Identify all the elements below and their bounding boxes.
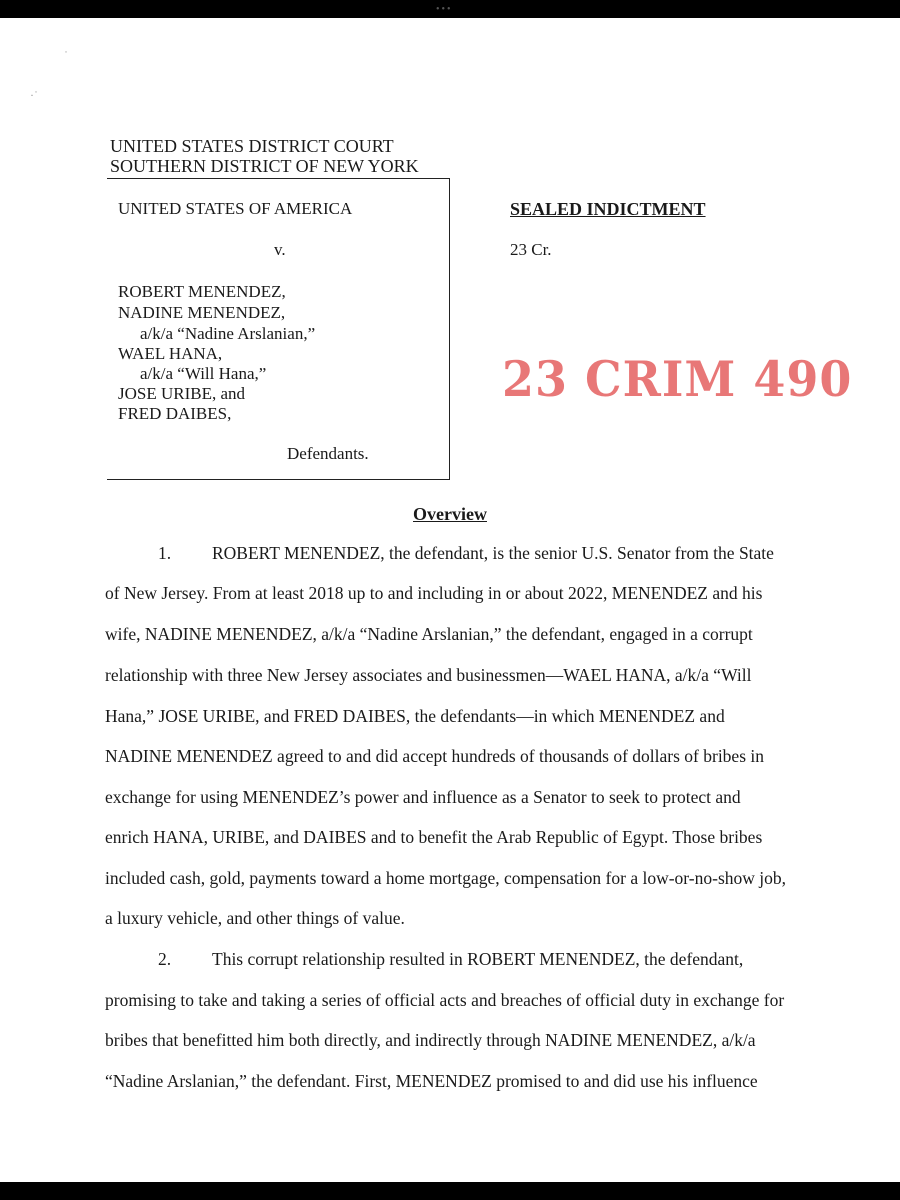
paragraph-line: included cash, gold, payments toward a home mortgage, compensation for a low-or-no-show job,	[105, 868, 787, 888]
paragraph-line: bribes that benefitted him both directly, and indirectly through NADINE MENENDEZ, a/k/a	[105, 1030, 756, 1050]
paragraph-line: wife, NADINE MENENDEZ, a/k/a “Nadine Arslanian,” the defendant, engaged in a corrupt	[105, 624, 753, 644]
grab-handle-icon: •••	[436, 4, 453, 15]
paragraph-line: “Nadine Arslanian,” the defendant. First, MENENDEZ promised to and did use his influence	[105, 1071, 758, 1091]
versus: v.	[274, 240, 286, 259]
defendant-name: JOSE URIBE, and	[118, 384, 246, 403]
paragraph-line: exchange for using MENENDEZ’s power and influence as a Senator to seek to protect and	[105, 787, 741, 807]
paragraph-number: 1.	[158, 543, 172, 563]
paragraph-line: promising to take and taking a series of official acts and breaches of official duty in exchange for	[105, 990, 785, 1010]
defendant-name: FRED DAIBES,	[118, 404, 232, 423]
paragraph-number: 2.	[158, 949, 172, 969]
defendant-alias: a/k/a “Nadine Arslanian,”	[140, 324, 316, 343]
section-heading: Overview	[413, 504, 487, 524]
paragraph-line: enrich HANA, URIBE, and DAIBES and to benefit the Arab Republic of Egypt. Those bribes	[105, 827, 763, 847]
court-district: SOUTHERN DISTRICT OF NEW YORK	[110, 156, 419, 176]
case-number-prefix: 23 Cr.	[510, 240, 552, 259]
defendant-alias: a/k/a “Will Hana,”	[140, 364, 267, 383]
paragraph-line: NADINE MENENDEZ agreed to and did accept hundreds of thousands of dollars of bribes in	[105, 746, 765, 766]
defendant-name: NADINE MENENDEZ,	[118, 303, 286, 322]
document-title: SEALED INDICTMENT	[510, 199, 706, 219]
paragraph-line: of New Jersey. From at least 2018 up to and including in or about 2022, MENENDEZ and his	[105, 583, 763, 603]
defendants-label: Defendants.	[287, 444, 369, 463]
plaintiff: UNITED STATES OF AMERICA	[118, 199, 353, 218]
paragraph-line: a luxury vehicle, and other things of value.	[105, 908, 405, 928]
case-number-stamp: 23 CRIM 490	[502, 350, 853, 408]
scan-speck: ˙	[64, 48, 68, 62]
scan-speck: ·˙	[30, 88, 38, 102]
defendant-name: ROBERT MENENDEZ,	[118, 282, 286, 301]
paragraph-line: This corrupt relationship resulted in ROBERT MENENDEZ, the defendant,	[212, 949, 744, 969]
court-name: UNITED STATES DISTRICT COURT	[110, 136, 394, 156]
paragraph-line: Hana,” JOSE URIBE, and FRED DAIBES, the defendants—in which MENENDEZ and	[105, 706, 725, 726]
defendant-name: WAEL HANA,	[118, 344, 223, 363]
top-bar	[0, 0, 900, 18]
bottom-bar	[0, 1182, 900, 1200]
court-header	[110, 136, 419, 176]
paragraph-line: relationship with three New Jersey associates and businessmen—WAEL HANA, a/k/a “Will	[105, 665, 752, 685]
paragraph-line: ROBERT MENENDEZ, the defendant, is the senior U.S. Senator from the State	[212, 543, 774, 563]
